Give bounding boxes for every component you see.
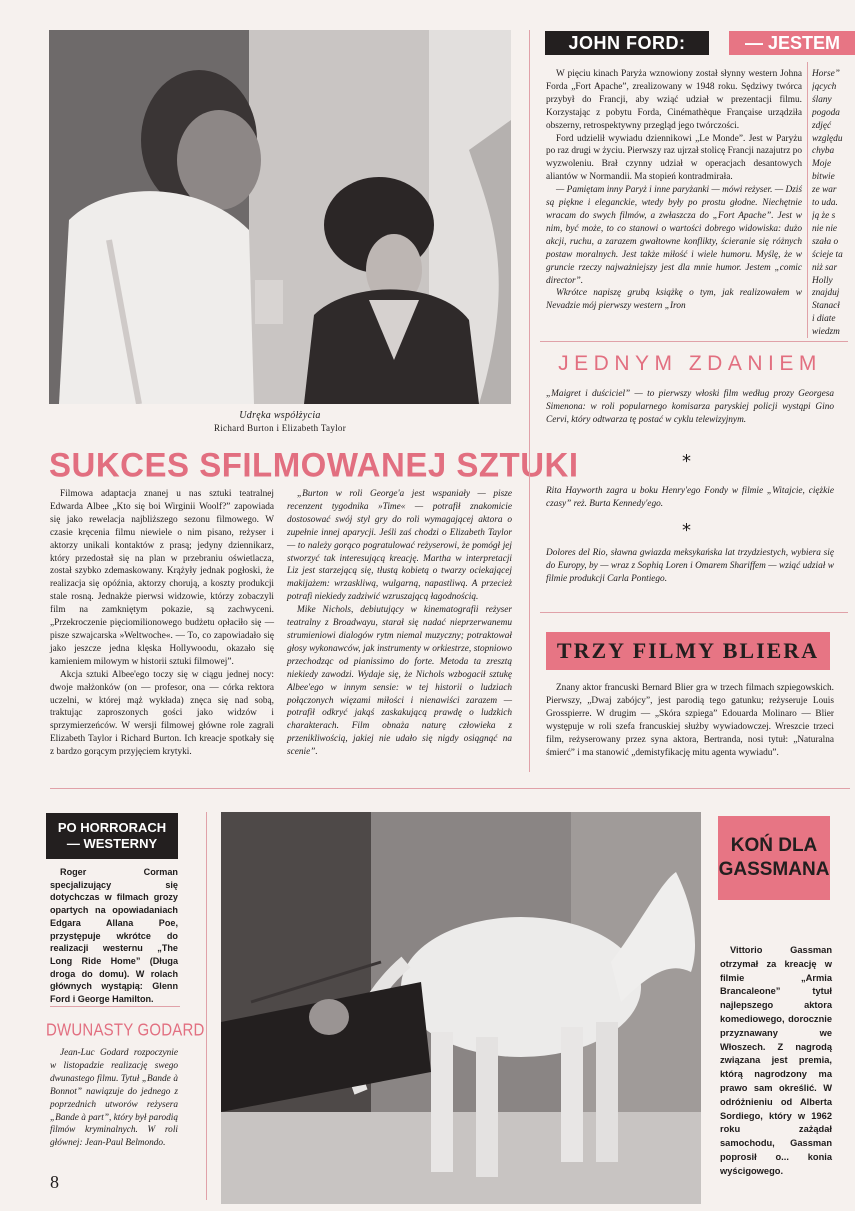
- fragment: chyba: [812, 146, 835, 157]
- jednym-zdaniem-headline: JEDNYM ZDANIEM: [558, 352, 822, 375]
- fragment: zdjęć: [812, 120, 832, 131]
- trzy-filmy-text: Znany aktor francuski Bernard Blier gra w trzech filmach szpiegowskich. Pierwszy, „Dwaj zabójcy”, jest parodią tego gatunku; reżyseruje Louis Grosspierre. W drugim — „Skóra szpiega” Edouarda Molinaro — Blier występuje w roli szefa francuskiej służby wywiadowczej. Wreszcie trzeci film, reżyserowany przez syna aktora, Bertranda, nosi tytuł: „Naturalna śmierć” i ma stanowić „demistyfikację mitu agenta wywiadu”.: [546, 683, 834, 758]
- trzy-filmy-headline: TRZY FILMY BLIERA: [546, 632, 830, 670]
- section-divider: [50, 1006, 180, 1007]
- horrory-headline-line2: — WESTERNY: [66, 836, 158, 851]
- fragment: niż sar: [812, 262, 838, 273]
- john-ford-continuation: [812, 68, 855, 339]
- sukces-col2-paragraph: Mike Nichols, debiutujący w kinematografii reżyser teatralny z Broadwayu, starał się nadać nieprzerwanemu strumieniowi dialogów rytm niemal muzyczny; potraktował głosy wykonawców, jak instrumenty w orkiestrze, stopniowo przechodząc od pianissimo do forte. Metoda ta zresztą niekiedy zawodzi. Wydaje się, że Nichols wzbogacił sztukę Albee'ego w innym sensie: w tej historii o ludziach połączonych więzami miłości i nienawiści zarazem — potrafił odkryć jakąś zaskakującą prawdę o ludzkich charakterach. Film obnaża naturę człowieka z przenikliwością, jakiej nie udało się nigdy osiągnąć na scenie”.: [287, 605, 512, 758]
- fragment: Holly: [812, 275, 833, 286]
- john-ford-quote: Wkrótce napiszę grubą książkę o tym, jak realizowałem w Nevadzie mój pierwszy western „Iron: [546, 288, 802, 312]
- fragment: ze war: [812, 185, 837, 196]
- fragment: pogoda: [812, 107, 840, 118]
- page-number: 8: [50, 1172, 59, 1192]
- fragment: bitwie: [812, 172, 835, 183]
- kon-headline-box: [718, 816, 830, 900]
- fragment: nie nie: [812, 223, 838, 234]
- column-divider: [529, 30, 530, 772]
- john-ford-text: [546, 68, 802, 313]
- john-ford-label: JOHN FORD:: [545, 31, 709, 55]
- photo-caption-title: Udręka współżycia: [239, 410, 321, 421]
- fragment: ślany: [812, 94, 832, 105]
- horrory-text: Roger Corman specjalizujący się dotychczas w filmach grozy opartych na opowiadaniach Edgara Allana Poe, przystępuje wkrótce do realizacji westernu „The Long Ride Home” (Długa droga do domu). W rolach głównych wystąpią: Glenn Ford i George Hamilton.: [50, 867, 178, 1005]
- kon-text: Vittorio Gassman otrzymał za kreację w filmie „Armia Brancaleone” tytuł najlepszego aktora komediowego, dorocznie przyznawany we Włoszech. Z nagrodą związana jest premia, którą nagrodzony ma prawo sam określić. W odróżnieniu od Alberta Sordiego, który w 1962 roku zażądał samochodu, Gassman poprosił o... konia wyścigowego.: [720, 945, 832, 1176]
- jednym-zdaniem-item: Rita Hayworth zagra u boku Henry'ego Fondy w filmie „Witajcie, ciężkie czasy” reż. Burta Kennedy'ego.: [546, 486, 834, 509]
- section-divider: [50, 788, 850, 789]
- photo-burton-taylor: [49, 30, 511, 404]
- fragment: znajduj: [812, 288, 840, 299]
- sukces-col2-paragraph: „Burton w roli George'a jest wspaniały — pisze recenzent tygodnika »Time« — potrafił znakomicie dostosować swój styl gry do roli wymagającej aktora o zupełnie innej aparycji. Jeśli zaś chodzi o Elizabeth Taylor — to należy gorąco pogratulować reżyserowi, że pomógł jej stworzyć tak interesującą kreację. Martha w interpretacji Liz jest starzejącą się, tłustą kobietą o twarzy ociekającej makijażem: wrzaskliwą, wulgarną, napastliwą. A przecież potrafi niekiedy zadziwić wzruszającą łagodnością.: [287, 489, 512, 603]
- godard-text: Jean-Luc Godard rozpoczynie w listopadzie realizację swego dwunastego filmu. Tytuł „Bande à Bonnot” nawiązuje do jednego z poprzednich utworów reżysera „Bande à part”, który był parodią filmów kryminalnych. W roli głównej: Jean-Paul Belmondo.: [50, 1048, 178, 1149]
- separator-star: *: [682, 520, 691, 541]
- fragment: Stanacł: [812, 301, 840, 312]
- sukces-column-2: [287, 488, 512, 759]
- john-ford-quote: — Pamiętam inny Paryż i inne paryżanki — mówi reżyser. — Dziś są piękne i eleganckie, wtedy były po prostu głodne. Niechętnie wracam do swych filmów, a zwłaszcza do „Fort Apache”. Jest w nim, być może, to co stanowi o wartości dobrego widowiska: dużo akcji, ruchu, a zarazem gwałtowne konflikty, ścieranie się różnych postaw moralnych. Jest także miłość i wiele humoru. Myślę, że w gruncie rzeczy najważniejszy jest dla mnie humor. Jestem „comic director”.: [546, 185, 802, 286]
- section-divider: [540, 612, 848, 613]
- column-divider: [206, 812, 207, 1200]
- sukces-headline: SUKCES SFILMOWANEJ SZTUKI: [49, 445, 579, 484]
- jednym-zdaniem-item: Dolores del Rio, sławna gwiazda meksykańska lat trzydziestych, wybiera się do Europy, by — wraz z Sophią Loren i Omarem Shariffem — wziąć udział w filmie produkcji Carla Pontiego.: [546, 548, 834, 584]
- fragment: Moje: [812, 159, 832, 170]
- photo-caption-names: Richard Burton i Elizabeth Taylor: [213, 423, 347, 433]
- separator-star: *: [682, 451, 691, 472]
- sukces-col1-paragraph: Akcja sztuki Albee'ego toczy się w ciągu jednej nocy: dwoje małżonków (on — profesor, ona — córka rektora uczelni, w której mąż wykłada) znęca się nad sobą, traktując zaproszonych gości jako widzów i sprzymierzeńców. W wersji filmowej główne role zagrali Elizabeth Taylor i Richard Burton. Ich kreacje spotkały się z bardzo gorącym przyjęciem krytyki.: [50, 669, 274, 758]
- john-ford-paragraph: Ford udzielił wywiadu dziennikowi „Le Monde”. Jest w Paryżu po raz drugi w życiu. Pierwszy raz ujrzał stolicę Francji nazajutrz po wyzwoleniu. Brał czynny udział w operacjach desantowych aliantów w Normandii. Ma stopień kontradmirała.: [546, 133, 802, 183]
- fragment: ścieje ta: [812, 249, 843, 260]
- fragment: i diate: [812, 314, 836, 325]
- sukces-column-1: [50, 488, 274, 759]
- fragment: wiedzm: [812, 327, 840, 338]
- sukces-col1-paragraph: Filmowa adaptacja znanej u nas sztuki teatralnej Edwarda Albee „Kto się boi Wirginii Woolf?” zapowiada się jako rewelacja najbliższego sezonu filmowego. W czasie kręcenia filmu niewiele o nim pisano, reżyser i aktorzy unikali kontaktów z prasą; jedyny dziennikarz, który przedostał się na plan w przebraniu oświetlacza, został szybko zdemaskowany. Krążyły jednak pogłoski, że realizacja się opóźnia, aktorzy chorują, a koszty produkcji stale rosną. Jednakże pierwsi widzowie, którzy zobaczyli film na zamkniętym pokazie, są zachwyceni. „Przekroczenie pięciomilionowego budżetu opłaciło się — pisze szwajcarska »Weltwoche«. — To, co zapowiadało się jako jeszcze jedna klęska Hollywoodu, okazało się kamieniem milowym w historii sztuki filmowej”.: [50, 489, 274, 667]
- fragment: względu: [812, 133, 843, 144]
- section-divider: [540, 341, 848, 342]
- horrory-headline-line1: PO HORRORACH: [57, 820, 167, 835]
- horrory-headline-box: [46, 813, 178, 859]
- godard-headline: DWUNASTY GODARD: [46, 1020, 205, 1041]
- column-divider: [807, 62, 808, 338]
- photo-gassman-horse: [221, 812, 701, 1204]
- kon-headline-line1: KOŃ DLA: [730, 835, 818, 856]
- kon-headline-line2: GASSMANA: [718, 859, 830, 880]
- jednym-zdaniem-item: „Maigret i duściciel” — to pierwszy włoski film według prozy Georgesa Simenona: w roli popularnego komisarza paryskiej policji wystąpi Gino Cervi, który odtwarza tę postać w cyklu telewizyjnym.: [546, 389, 834, 425]
- fragment: jących: [812, 81, 837, 92]
- john-ford-paragraph: W pięciu kinach Paryża wznowiony został słynny western Johna Forda „Fort Apache”, zrealizowany w 1948 roku. Sędziwy twórca przybył do Francji, aby wziąć udział w prezentacji filmu. Korzystając z pobytu Forda, Cinémathèque Française urządziła obszerny, retrospektywny przegląd jego twórczości.: [546, 69, 802, 131]
- fragment: to uda.: [812, 198, 838, 209]
- fragment: ją że s: [812, 210, 836, 221]
- fragment: szała o: [812, 236, 839, 247]
- fragment: Horse”: [812, 69, 840, 79]
- john-ford-label-2: — JESTEM: [729, 31, 855, 55]
